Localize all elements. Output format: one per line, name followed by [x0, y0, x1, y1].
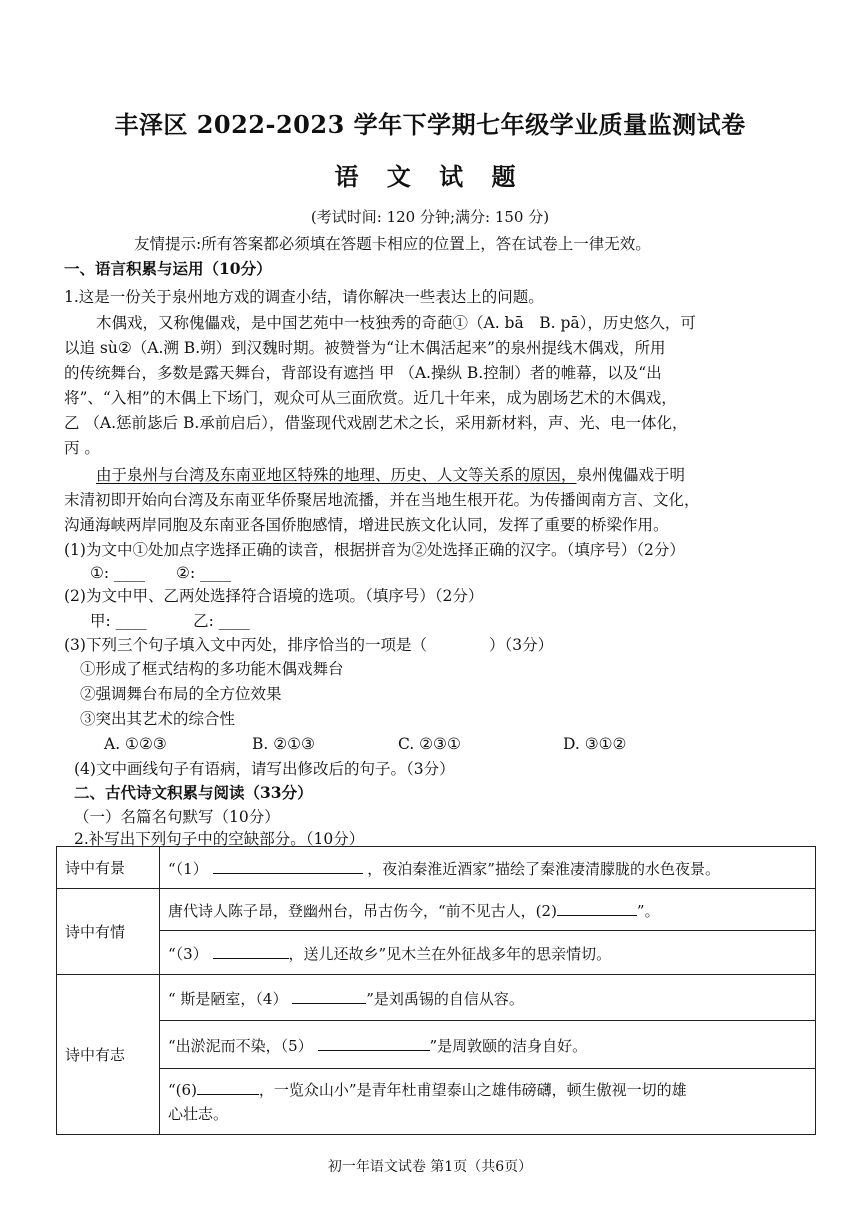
question1-1-answer-blanks: ①: ____ ②: ____	[90, 564, 232, 582]
passage-line: 乙 （A.惩前毖后 B.承前启后），借鉴现代戏剧艺术之长，采用新材料，声、光、电一体化，	[64, 414, 688, 432]
passage-line: 的传统舞台，多数是露天舞台，背部设有遮挡 甲 （A.操纵 B.控制）者的帷幕，以及“出	[64, 364, 662, 382]
section1-heading: 一、语言积累与运用（10分）	[64, 259, 272, 278]
sentence-option-item: ③突出其艺术的综合性	[80, 710, 236, 728]
choice-a: A. ①②③	[104, 735, 167, 753]
table-cell: 唐代诗人陈子昂，登幽州台，吊古伤今，“前不见古人，(2) ”。	[160, 889, 816, 931]
recitation-table	[56, 846, 816, 1135]
passage-paragraph2-first-line	[96, 464, 685, 486]
passage-line: 将”、“入相”的木偶上下场门，观众可从三面欣赏。近几十年来，成为剧场艺术的木偶戏，	[64, 389, 677, 407]
choice-b: B. ②①③	[252, 735, 315, 753]
underlined-sentence: 由于泉州与台湾及东南亚地区特殊的地理、历史、人文等关系的原因，	[96, 466, 577, 484]
category-cell: 诗中有景	[57, 847, 160, 889]
table-row	[57, 889, 816, 931]
category-cell: 诗中有情	[57, 889, 160, 975]
answer-blank-5	[318, 1034, 430, 1051]
page-footer: 初一年语文试卷 第1页（共6页）	[327, 1159, 533, 1175]
table-cell: “(6) ，一览众山小”是青年杜甫望泰山之雄伟磅礴，顿生傲视一切的雄 心壮志。	[160, 1069, 816, 1135]
question1-3: (3)下列三个句子填入文中丙处，排序恰当的一项是（ ）（3分）	[64, 636, 554, 654]
exam-info: (考试时间: 120 分钟;满分: 150 分)	[310, 208, 550, 226]
passage-line: 沟通海峡两岸同胞及东南亚各国侨胞感情，增进民族文化认同，发挥了重要的桥梁作用。	[64, 516, 669, 534]
answer-blank-4	[292, 987, 366, 1004]
question2: 2.补写出下列句子中的空缺部分。（10分）	[74, 830, 365, 848]
category-cell: 诗中有志	[57, 975, 160, 1135]
section2-heading: 二、古代诗文积累与阅读（33分）	[74, 783, 313, 802]
question1-intro: 1.这是一份关于泉州地方戏的调查小结，请你解决一些表达上的问题。	[64, 288, 544, 306]
table-row	[57, 931, 816, 975]
answer-blank-2	[557, 899, 637, 916]
table-cell: “ 斯是陋室，（4） ”是刘禹锡的自信从容。	[160, 975, 816, 1021]
question1-1: (1)为文中①处加点字选择正确的读音，根据拼音为②处选择正确的汉字。（填序号）（2分）	[64, 541, 685, 559]
passage-line: 丙 。	[64, 439, 100, 457]
exam-title: 丰泽区 2022-2023 学年下学期七年级学业质量监测试卷	[114, 110, 746, 139]
sentence-option-item: ②强调舞台布局的全方位效果	[80, 685, 282, 703]
subject-title: 语 文 试 题	[334, 162, 526, 191]
passage-line: 末清初即开始向台湾及东南亚华侨聚居地流播，并在当地生根开花。为传播闽南方言、文化，	[64, 491, 700, 509]
answer-blank-3	[213, 942, 289, 959]
question1-4: (4)文中画线句子有语病，请写出修改后的句子。（3分）	[74, 760, 455, 778]
section2-subheading: （一）名篇名句默写（10分）	[74, 808, 280, 826]
question1-2-answer-blanks: 甲: ____ 乙: ____	[90, 612, 250, 630]
passage-line: 木偶戏，又称傀儡戏，是中国艺苑中一枝独秀的奇葩①（A. bā B. pā），历史悠久，可	[96, 314, 696, 332]
sentence-option-item: ①形成了框式结构的多功能木偶戏舞台	[80, 660, 344, 678]
choice-c: C. ②③①	[398, 735, 461, 753]
table-row	[57, 975, 816, 1021]
table-row	[57, 1021, 816, 1069]
table-cell: “出淤泥而不染，（5） ”是周敦颐的洁身自好。	[160, 1021, 816, 1069]
table-row	[57, 847, 816, 889]
table-row	[57, 1069, 816, 1135]
passage-line: 以追 sù②（A.溯 B.朔）到汉魏时期。被赞誉为“让木偶活起来”的泉州提线木偶戏，所用	[64, 339, 666, 357]
answer-blank-1	[213, 857, 363, 874]
table-cell: “（1） ，夜泊秦淮近酒家”描绘了秦淮凄清朦胧的水色夜景。	[160, 847, 816, 889]
friendly-tip: 友情提示:所有答案都必须填在答题卡相应的位置上，答在试卷上一律无效。	[134, 235, 651, 253]
answer-blank-6	[197, 1078, 259, 1095]
paragraph2-rest: 泉州傀儡戏于明	[576, 466, 686, 484]
choice-d: D. ③①②	[563, 735, 627, 753]
question1-2: (2)为文中甲、乙两处选择符合语境的选项。（填序号）（2分）	[64, 587, 484, 605]
table-cell: “（3） ，送儿还故乡”见木兰在外征战多年的思亲情切。	[160, 931, 816, 975]
